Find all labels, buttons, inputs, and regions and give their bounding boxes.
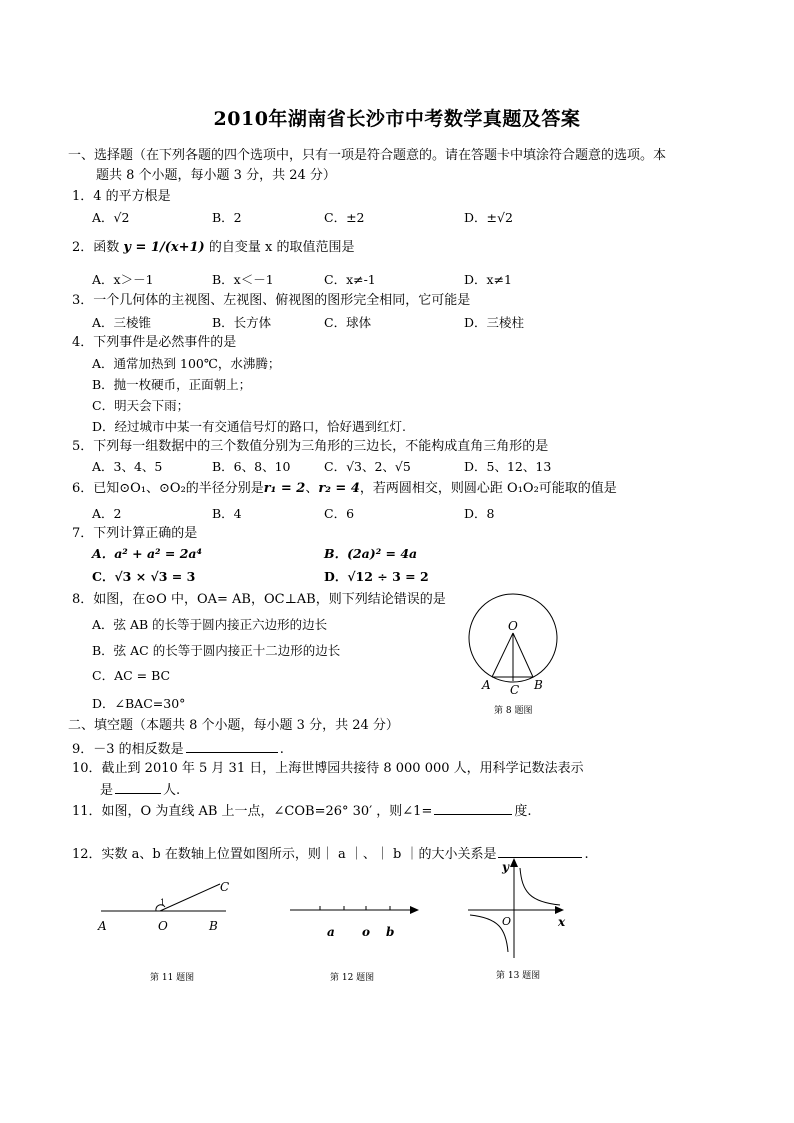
fig8-label-o: O	[508, 619, 518, 633]
fig11-caption: 第 11 题图	[150, 973, 195, 983]
section1-heading: 一、选择题（在下列各题的四个选项中，只有一项是符合题意的。请在答题卡中填涂符合题意的选项。本	[68, 148, 667, 163]
q6-r1: r₁ = 2	[263, 481, 306, 496]
q5-option-d: D．5、12、13	[464, 459, 552, 474]
q3-option-c: C．球体	[324, 315, 372, 330]
q9-stem-end: .	[279, 742, 284, 757]
fig11-ray-oc	[160, 884, 220, 911]
fig8-caption: 第 8 题图	[494, 706, 533, 716]
q10-stem-post: 人.	[163, 783, 181, 798]
fig8-segment-oa	[492, 633, 513, 677]
q7-stem: 7．下列计算正确的是	[72, 526, 198, 541]
q10-stem-pre: 是	[100, 783, 114, 798]
section1-heading-cont: 题共 8 个小题，每小题 3 分，共 24 分）	[96, 168, 336, 183]
q4-stem: 4．下列事件是必然事件的是	[72, 335, 237, 350]
fig13-curve-q1	[520, 868, 560, 905]
q1-option-b: B．2	[212, 210, 242, 225]
q2-stem-post: 的自变量 x 的取值范围是	[208, 240, 355, 255]
fig12-label-o: o	[362, 925, 371, 939]
fig11-label-c: C	[220, 880, 230, 894]
q2-option-c: C．x≠-1	[324, 272, 376, 287]
q6-r2: r₂ = 4	[318, 481, 360, 496]
q4-option-a: A．通常加热到 100℃，水沸腾；	[92, 356, 281, 371]
q6-stem: 6．已知⊙O₁、⊙O₂的半径分别是r₁ = 2、r₂ = 4，若两圆相交，则圆心距 O₁O₂可能取的值是	[72, 481, 617, 496]
q3-option-b: B．长方体	[212, 315, 272, 330]
fig8-label-b: B	[534, 678, 543, 692]
q11	[72, 802, 531, 820]
q5-option-a: A．3、4、5	[92, 459, 163, 474]
fig13-label-x: x	[558, 915, 566, 929]
fig13-label-o: O	[502, 915, 512, 928]
q2-option-a: A．x＞－1	[92, 272, 154, 287]
fig11-label-b: B	[209, 919, 218, 933]
fig13-caption: 第 13 题图	[496, 971, 541, 981]
q3-option-a: A．三棱锥	[92, 315, 152, 330]
q8-stem: 8．如图，在⊙O 中，OA= AB，OC⊥AB，则下列结论错误的是	[72, 592, 446, 607]
q12-stem: 12．实数 a、b 在数轴上位置如图所示，则｜ a ｜、｜ b ｜的大小关系是	[72, 847, 497, 862]
fig12-caption: 第 12 题图	[330, 973, 375, 983]
figure-12	[286, 896, 424, 942]
q10-answer-blank[interactable]	[115, 781, 161, 794]
fig11-angle-label: 1	[160, 898, 166, 907]
figure-13	[464, 854, 574, 964]
q9	[72, 740, 284, 758]
q1-option-a: A．√2	[92, 210, 130, 225]
q3-option-d: D．三棱柱	[464, 315, 525, 330]
q1-option-c: C．±2	[324, 210, 365, 225]
fig12-label-a: a	[327, 925, 335, 939]
fig8-label-c: C	[510, 683, 520, 697]
fig13-x-arrow	[555, 906, 564, 914]
q5-option-c: C．√3、2、√5	[324, 459, 411, 474]
q2-function: y = 1/(x+1)	[123, 240, 205, 255]
q7-option-c: C．√3 × √3 = 3	[92, 569, 196, 584]
q6-stem-pre: 6．已知⊙O₁、⊙O₂的半径分别是	[72, 481, 264, 496]
section2-heading: 二、填空题（本题共 8 个小题，每小题 3 分，共 24 分）	[68, 718, 399, 733]
fig13-y-arrow	[510, 858, 518, 867]
q7-option-d: D．√12 ÷ 3 = 2	[324, 569, 429, 584]
q2-option-b: B．x＜－1	[212, 272, 274, 287]
figure-11	[96, 876, 242, 936]
fig12-arrow	[410, 906, 419, 914]
q8-option-b: B．弦 AC 的长等于圆内接正十二边形的边长	[92, 643, 341, 658]
q6-option-b: B．4	[212, 506, 242, 521]
q8-option-c: C．AC = BC	[92, 668, 171, 683]
q2-option-d: D．x≠1	[464, 272, 512, 287]
q4-option-d: D．经过城市中某一有交通信号灯的路口，恰好遇到红灯.	[92, 419, 406, 434]
q5-option-b: B．6、8、10	[212, 459, 291, 474]
q7-option-a: A．a² + a² = 2a⁴	[92, 546, 202, 561]
q11-stem: 11．如图，O 为直线 AB 上一点，∠COB=26° 30′ ，则∠1=	[72, 804, 433, 819]
q11-stem-end: 度.	[514, 804, 532, 819]
fig8-label-a: A	[482, 678, 491, 692]
q2-stem	[72, 240, 354, 256]
fig13-label-y: y	[502, 860, 509, 874]
q10-line1: 10．截止到 2010 年 5 月 31 日，上海世博园共接待 8 000 000 人，用科学记数法表示	[72, 761, 584, 776]
q1-stem: 1．4 的平方根是	[72, 189, 171, 204]
q8-option-d: D．∠BAC=30°	[92, 696, 186, 711]
q8-option-a: A．弦 AB 的长等于圆内接正六边形的边长	[92, 617, 328, 632]
q9-stem: 9．－3 的相反数是	[72, 742, 184, 757]
q2-stem-pre: 2．函数	[72, 240, 120, 255]
page-title: 2010年湖南省长沙市中考数学真题及答案	[213, 108, 581, 130]
q11-answer-blank[interactable]	[434, 802, 512, 815]
q12-stem-end: .	[584, 847, 589, 862]
q10-line2	[100, 781, 180, 799]
q3-stem: 3．一个几何体的主视图、左视图、俯视图的图形完全相同，它可能是	[72, 293, 471, 308]
q1-option-d: D．±√2	[464, 210, 513, 225]
fig8-segment-ob	[513, 633, 533, 677]
q6-stem-post: ，若两圆相交，则圆心距 O₁O₂可能取的值是	[359, 481, 617, 496]
q4-option-c: C．明天会下雨；	[92, 398, 190, 413]
q5-stem: 5．下列每一组数据中的三个数值分别为三角形的三边长，不能构成直角三角形的是	[72, 439, 549, 454]
fig11-label-o: O	[158, 919, 168, 933]
fig12-label-b: b	[386, 925, 395, 939]
q6-option-c: C．6	[324, 506, 355, 521]
q7-option-b: B．(2a)² = 4a	[324, 546, 418, 561]
figure-8	[466, 590, 566, 708]
q6-option-a: A．2	[92, 506, 122, 521]
q6-option-d: D．8	[464, 506, 495, 521]
fig11-label-a: A	[98, 919, 107, 933]
q9-answer-blank[interactable]	[186, 740, 278, 753]
q4-option-b: B．抛一枚硬币，正面朝上；	[92, 377, 252, 392]
